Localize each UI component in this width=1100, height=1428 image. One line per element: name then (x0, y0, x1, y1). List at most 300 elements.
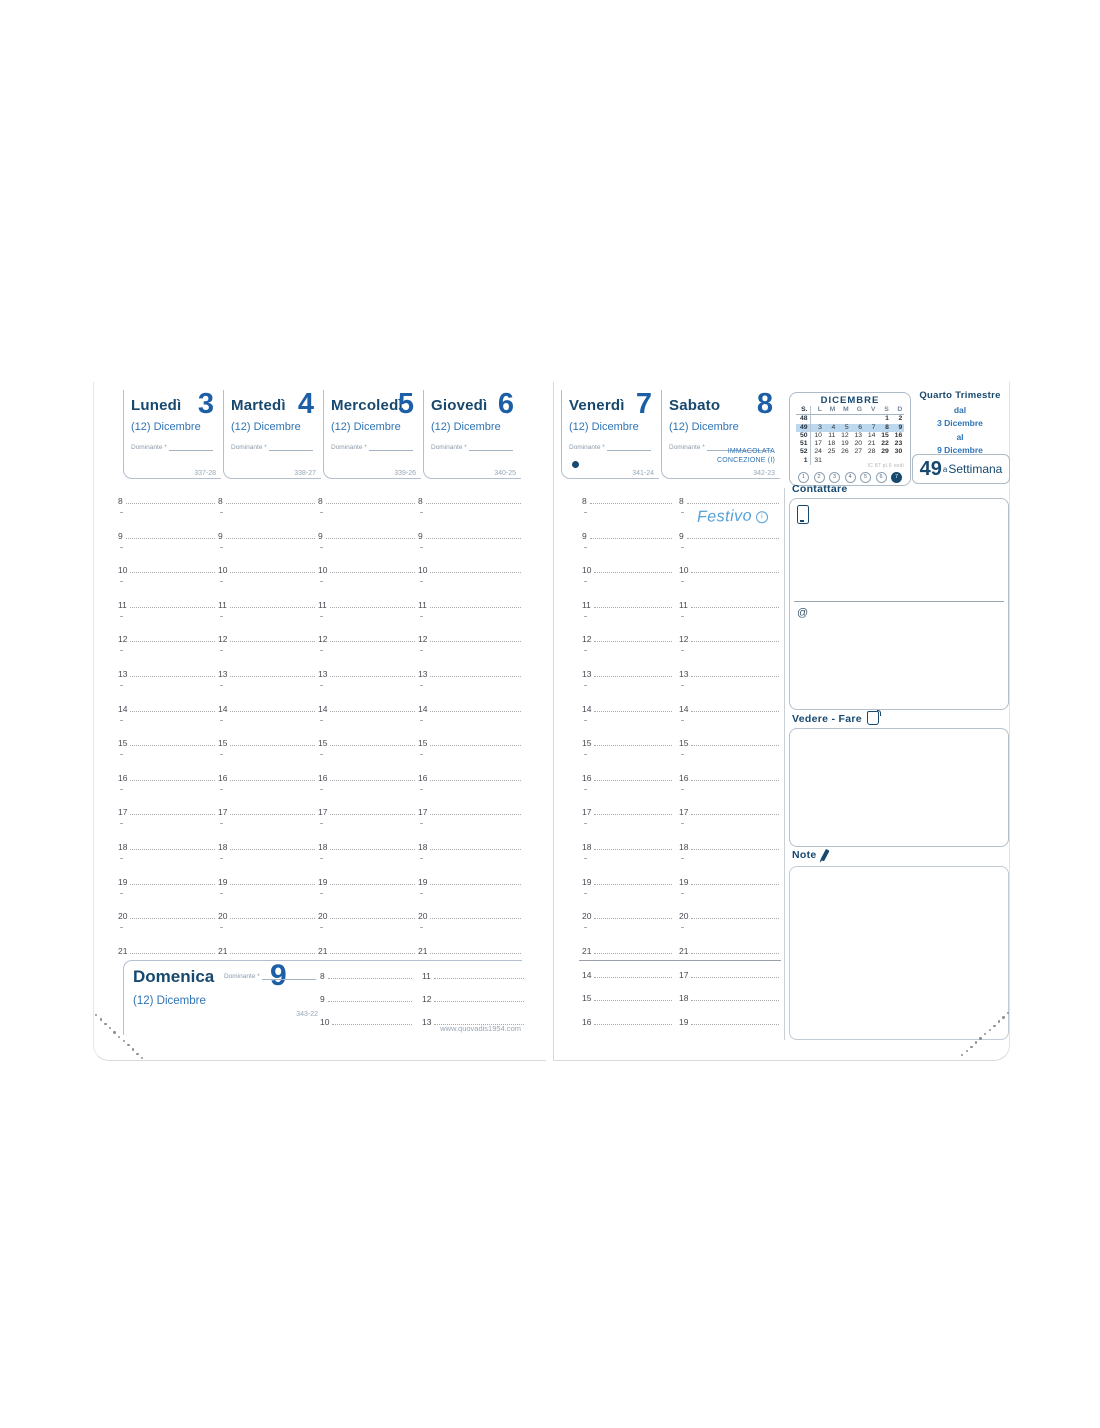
see-do-label-text: Vedere - Fare (792, 713, 862, 725)
hour-writing-line (230, 702, 315, 712)
notes-section-label (792, 849, 826, 861)
calendar-day-cell: 16 (894, 431, 903, 439)
hour-writing-line (230, 771, 315, 781)
hour-label: 12 (679, 634, 689, 645)
half-hour-tick (320, 893, 323, 894)
hour-slot (118, 563, 215, 597)
week-number-cell: 49 (796, 424, 811, 432)
hour-row (218, 840, 315, 852)
weekday-header: S (877, 406, 890, 415)
hour-writing-line (230, 667, 315, 677)
hour-label: 9 (320, 994, 325, 1004)
calendar-day-cell (837, 457, 850, 465)
hour-label: 8 (679, 496, 684, 506)
hour-writing-line (326, 529, 415, 539)
hour-writing-line (430, 598, 521, 608)
hour-row (418, 736, 521, 748)
hour-writing-line (130, 944, 215, 954)
info-icon: i (756, 511, 768, 523)
hour-writing-line (691, 771, 779, 781)
hour-writing-line (330, 805, 415, 815)
half-hour-tick (220, 616, 223, 617)
hour-slot (318, 909, 415, 943)
half-hour-tick (681, 616, 684, 617)
dominante-line (607, 442, 651, 451)
calendar-day-cell (837, 415, 850, 423)
hour-slot (318, 563, 415, 597)
hour-writing-line (332, 1015, 412, 1025)
hour-writing-line (430, 875, 521, 885)
calendar-day-cell: 12 (841, 431, 849, 439)
calendar-day-cell: 6 (851, 424, 864, 432)
hour-row (418, 529, 521, 541)
hour-label: 19 (318, 876, 328, 887)
calendar-day-cell: 30 (894, 448, 903, 456)
moon-phase-icon (572, 461, 579, 468)
page-left (93, 382, 546, 1061)
weekday-header: M (824, 406, 837, 415)
calendar-day-cell: 19 (841, 440, 849, 448)
sunday-name: Domenica (133, 967, 215, 986)
hour-label: 19 (218, 876, 228, 887)
hour-row (582, 968, 672, 980)
hour-writing-line (687, 529, 779, 539)
half-hour-tick (681, 512, 684, 513)
hour-slot (582, 909, 672, 943)
hour-slot (218, 632, 315, 666)
hour-row (418, 909, 521, 921)
hour-writing-line (226, 494, 315, 504)
hour-writing-line (330, 563, 415, 573)
hour-writing-line (594, 702, 672, 712)
contact-box-divider (794, 601, 1004, 602)
sunday-hour-slot (422, 992, 524, 1015)
calendar-day-cell: 15 (881, 431, 889, 439)
weekday-circle: 5 (860, 472, 871, 483)
hour-slot (218, 667, 315, 701)
perforation-dot (104, 1023, 106, 1025)
hour-label: 10 (582, 565, 592, 576)
hour-row (218, 736, 315, 748)
hour-writing-line (590, 494, 672, 504)
hour-slot (582, 563, 672, 597)
day-of-year-code: 337-28 (194, 470, 216, 477)
half-hour-tick (220, 789, 223, 790)
hour-writing-line (594, 632, 672, 642)
hour-label: 12 (218, 634, 228, 645)
day-name: Venerdì (569, 397, 625, 414)
hour-slot (318, 736, 415, 770)
hour-row (418, 598, 521, 610)
dominante-label: Dominante * (569, 444, 605, 451)
perforation-dot (979, 1037, 981, 1039)
hour-writing-line (130, 771, 215, 781)
half-hour-tick (320, 512, 323, 513)
half-hour-tick (320, 823, 323, 824)
hour-writing-line (434, 992, 524, 1002)
weekday-header: D (891, 406, 904, 415)
calendar-day-cell: 21 (867, 440, 876, 448)
hour-slot (679, 736, 779, 770)
hour-row (118, 771, 215, 783)
hour-label: 11 (318, 599, 327, 610)
weekday-header: L (811, 406, 824, 415)
hour-row (679, 598, 779, 610)
mini-calendar-grid (796, 406, 905, 465)
hour-label: 17 (318, 807, 328, 818)
day-month: (12) Dicembre (331, 421, 401, 433)
half-hour-tick (120, 512, 123, 513)
hour-row (318, 563, 415, 575)
hour-label: 16 (118, 772, 128, 783)
week-number-cell: 48 (796, 415, 811, 423)
weekday-circle: 4 (845, 472, 856, 483)
half-hour-tick (420, 823, 423, 824)
half-hour-tick (420, 512, 423, 513)
quarter-range (911, 405, 1009, 456)
hour-row (679, 968, 779, 980)
hour-slot (679, 563, 779, 597)
bag-icon (867, 711, 879, 725)
sunday-hour-slot (582, 991, 672, 1014)
half-hour-tick (584, 512, 587, 513)
perforation-dot (975, 1041, 977, 1043)
half-hour-tick (220, 650, 223, 651)
hour-row (679, 667, 779, 679)
hour-row (218, 909, 315, 921)
hour-row (582, 944, 672, 956)
hour-label: 20 (118, 911, 128, 922)
day-name: Martedì (231, 397, 286, 414)
hour-row (679, 805, 779, 817)
hour-writing-line (330, 702, 415, 712)
hour-row (582, 494, 672, 506)
hour-writing-line (126, 494, 215, 504)
sunday-dominante-field (224, 971, 316, 980)
hour-slot (118, 529, 215, 563)
half-hour-tick (584, 581, 587, 582)
calendar-day-cell: 9 (891, 424, 904, 432)
pen-icon (820, 849, 829, 861)
hour-writing-line (130, 875, 215, 885)
half-hour-tick (420, 720, 423, 721)
hour-row (218, 702, 315, 714)
notes-label-text: Note (792, 849, 817, 861)
hour-slot (582, 598, 672, 632)
hour-row (318, 805, 415, 817)
hour-writing-line (594, 991, 672, 1001)
hour-row (679, 840, 779, 852)
half-hour-tick (420, 685, 423, 686)
half-hour-tick (320, 754, 323, 755)
hour-row (118, 840, 215, 852)
sunday-hour-slot (320, 1015, 412, 1038)
hour-label: 15 (318, 738, 328, 749)
holiday-name: IMMACOLATA CONCEZIONE (I) (716, 447, 775, 464)
hour-row (582, 840, 672, 852)
mini-calendar-footnote: IC 87 pl.6 vedi (867, 463, 904, 469)
see-do-box (789, 728, 1009, 847)
hour-writing-line (691, 598, 779, 608)
hour-slot (118, 805, 215, 839)
perforation-dot (1002, 1016, 1004, 1018)
calendar-day-cell: 11 (828, 431, 836, 439)
hour-writing-line (230, 736, 315, 746)
week-column-header: S. (796, 406, 811, 415)
hour-row (679, 875, 779, 887)
hour-writing-line (430, 632, 521, 642)
half-hour-tick (120, 927, 123, 928)
perforation-dot (970, 1046, 972, 1048)
hour-writing-line (426, 529, 521, 539)
day-number: 5 (397, 388, 414, 420)
day-header (223, 390, 321, 479)
half-hour-tick (320, 685, 323, 686)
hour-writing-line (230, 563, 315, 573)
hour-writing-line (330, 632, 415, 642)
dominante-label: Dominante * (669, 444, 705, 451)
hour-writing-line (691, 840, 779, 850)
hour-slot (318, 702, 415, 736)
hour-slot (679, 771, 779, 805)
hour-row (318, 598, 415, 610)
half-hour-tick (584, 720, 587, 721)
hour-writing-line (230, 598, 315, 608)
quarter-range-line: 3 Dicembre (937, 418, 983, 428)
website-url: www.quovadis1954.com (440, 1024, 521, 1033)
week-number-suffix: a (942, 464, 948, 474)
hour-row (218, 494, 315, 506)
weekday-circle: 1 (798, 472, 809, 483)
hour-label: 11 (422, 971, 431, 981)
half-hour-tick (120, 616, 123, 617)
hour-label: 14 (218, 703, 228, 714)
hour-slot (582, 494, 672, 528)
day-header (661, 390, 780, 479)
hour-label: 9 (679, 530, 684, 541)
half-hour-tick (320, 927, 323, 928)
hour-row (418, 494, 521, 506)
hour-label: 12 (422, 994, 432, 1004)
hour-label: 21 (582, 945, 592, 956)
hour-label: 14 (582, 970, 592, 980)
hour-row (118, 632, 215, 644)
hour-row (418, 944, 521, 956)
hour-label: 11 (582, 599, 591, 610)
hour-slot (218, 875, 315, 909)
half-hour-tick (420, 858, 423, 859)
hour-slot (679, 875, 779, 909)
hour-slot (418, 494, 521, 528)
hour-row (118, 702, 215, 714)
hour-label: 9 (582, 530, 587, 541)
hour-writing-line (330, 840, 415, 850)
hour-row (418, 563, 521, 575)
hour-writing-line (328, 969, 412, 979)
hour-writing-line (230, 909, 315, 919)
hour-writing-line (691, 667, 779, 677)
hour-slot (582, 840, 672, 874)
hour-slot (218, 736, 315, 770)
hour-label: 8 (582, 496, 587, 506)
half-hour-tick (584, 823, 587, 824)
hour-row (118, 494, 215, 506)
half-hour-tick (220, 893, 223, 894)
half-hour-tick (420, 789, 423, 790)
half-hour-tick (120, 893, 123, 894)
perforation-dot (132, 1048, 134, 1050)
half-hour-tick (584, 927, 587, 928)
hour-writing-line (130, 632, 215, 642)
hour-label: 18 (118, 842, 128, 852)
hour-slot (418, 840, 521, 874)
half-hour-tick (681, 685, 684, 686)
dominante-field (131, 442, 213, 451)
dominante-field (331, 442, 413, 451)
half-hour-tick (681, 720, 684, 721)
day-month: (12) Dicembre (431, 421, 501, 433)
hour-writing-line (230, 805, 315, 815)
hour-writing-line (594, 1015, 672, 1025)
hour-slot (418, 632, 521, 666)
half-hour-tick (584, 650, 587, 651)
hour-slot (582, 702, 672, 736)
calendar-day-cell: 26 (841, 448, 849, 456)
half-hour-tick (320, 581, 323, 582)
hour-row (679, 702, 779, 714)
half-hour-tick (420, 547, 423, 548)
calendar-day-cell: 4 (824, 424, 837, 432)
hour-row (418, 667, 521, 679)
hour-label: 15 (582, 993, 592, 1004)
day-of-year-code: 338-27 (294, 470, 316, 477)
hour-writing-line (330, 909, 415, 919)
hour-slot (679, 909, 779, 943)
hour-label: 12 (318, 634, 328, 645)
hour-row (218, 563, 315, 575)
hour-row (318, 667, 415, 679)
day-number: 8 (756, 388, 773, 420)
sunday-hour-slot (320, 992, 412, 1015)
hour-label: 9 (118, 530, 123, 541)
hour-slot (218, 702, 315, 736)
hour-row (582, 991, 672, 1003)
perforation-dot (993, 1025, 995, 1027)
calendar-day-cell: 1 (885, 415, 889, 423)
hour-label: 12 (582, 634, 592, 645)
hour-label: 19 (679, 1016, 689, 1027)
half-hour-tick (120, 581, 123, 582)
hour-slot (218, 771, 315, 805)
hour-label: 20 (218, 911, 228, 922)
hour-writing-line (130, 598, 215, 608)
dominante-line (369, 442, 413, 451)
hour-row (318, 909, 415, 921)
sidebar-divider (784, 488, 785, 1040)
hour-writing-line (430, 563, 521, 573)
hour-row (679, 1015, 779, 1027)
sunday-hour-slot (679, 1015, 779, 1038)
half-hour-tick (584, 685, 587, 686)
week-number-cell: 50 (796, 432, 811, 440)
dominante-line (262, 971, 316, 980)
mini-calendar-title: DICEMBRE (820, 395, 880, 406)
hour-writing-line (330, 736, 415, 746)
half-hour-tick (220, 754, 223, 755)
half-hour-tick (120, 823, 123, 824)
hour-row (318, 840, 415, 852)
hour-slot (679, 702, 779, 736)
half-hour-tick (320, 858, 323, 859)
half-hour-tick (220, 512, 223, 513)
hour-slot (418, 563, 521, 597)
hour-row (218, 598, 315, 610)
half-hour-tick (681, 789, 684, 790)
hour-writing-line (691, 944, 779, 954)
hour-row (320, 992, 412, 1004)
hour-label: 17 (679, 970, 689, 980)
hour-writing-line (691, 875, 779, 885)
hour-slot (218, 805, 315, 839)
hour-row (318, 494, 415, 506)
hour-row (582, 702, 672, 714)
hour-writing-line (330, 598, 415, 608)
hour-writing-line (594, 840, 672, 850)
day-name: Giovedì (431, 397, 488, 414)
hour-row (320, 1015, 412, 1027)
hour-slot (418, 875, 521, 909)
half-hour-tick (120, 685, 123, 686)
hour-row (318, 771, 415, 783)
hour-label: 19 (418, 876, 428, 887)
hour-label: 13 (582, 669, 592, 679)
sunday-extra-separator (579, 960, 781, 961)
hour-slot (582, 805, 672, 839)
hour-writing-line (691, 563, 779, 573)
hour-row (679, 944, 779, 956)
hour-label: 10 (218, 565, 228, 576)
hour-writing-line (130, 736, 215, 746)
hour-writing-line (430, 667, 521, 677)
dominante-label: Dominante * (131, 444, 167, 451)
half-hour-tick (584, 893, 587, 894)
day-header (561, 390, 659, 479)
hour-writing-line (326, 494, 415, 504)
hour-writing-line (226, 529, 315, 539)
half-hour-tick (584, 547, 587, 548)
hour-row (318, 944, 415, 956)
hour-row (422, 969, 524, 981)
hour-label: 11 (418, 599, 427, 610)
hour-writing-line (691, 736, 779, 746)
week-number-cell: 1 (796, 457, 811, 465)
quarter-range-line: al (956, 431, 964, 442)
hour-row (118, 909, 215, 921)
hour-slot (418, 529, 521, 563)
calendar-day-cell: 13 (854, 431, 863, 439)
calendar-day-cell: 24 (814, 448, 822, 456)
hour-writing-line (330, 771, 415, 781)
calendar-day-cell: 17 (814, 440, 822, 448)
weekday-header: G (851, 406, 864, 415)
page-right (553, 382, 1010, 1061)
hour-row (679, 563, 779, 575)
dominante-label: Dominante * (231, 444, 267, 451)
hour-slot (679, 840, 779, 874)
half-hour-tick (681, 581, 684, 582)
hour-writing-line (691, 968, 779, 978)
hour-row (582, 632, 672, 644)
